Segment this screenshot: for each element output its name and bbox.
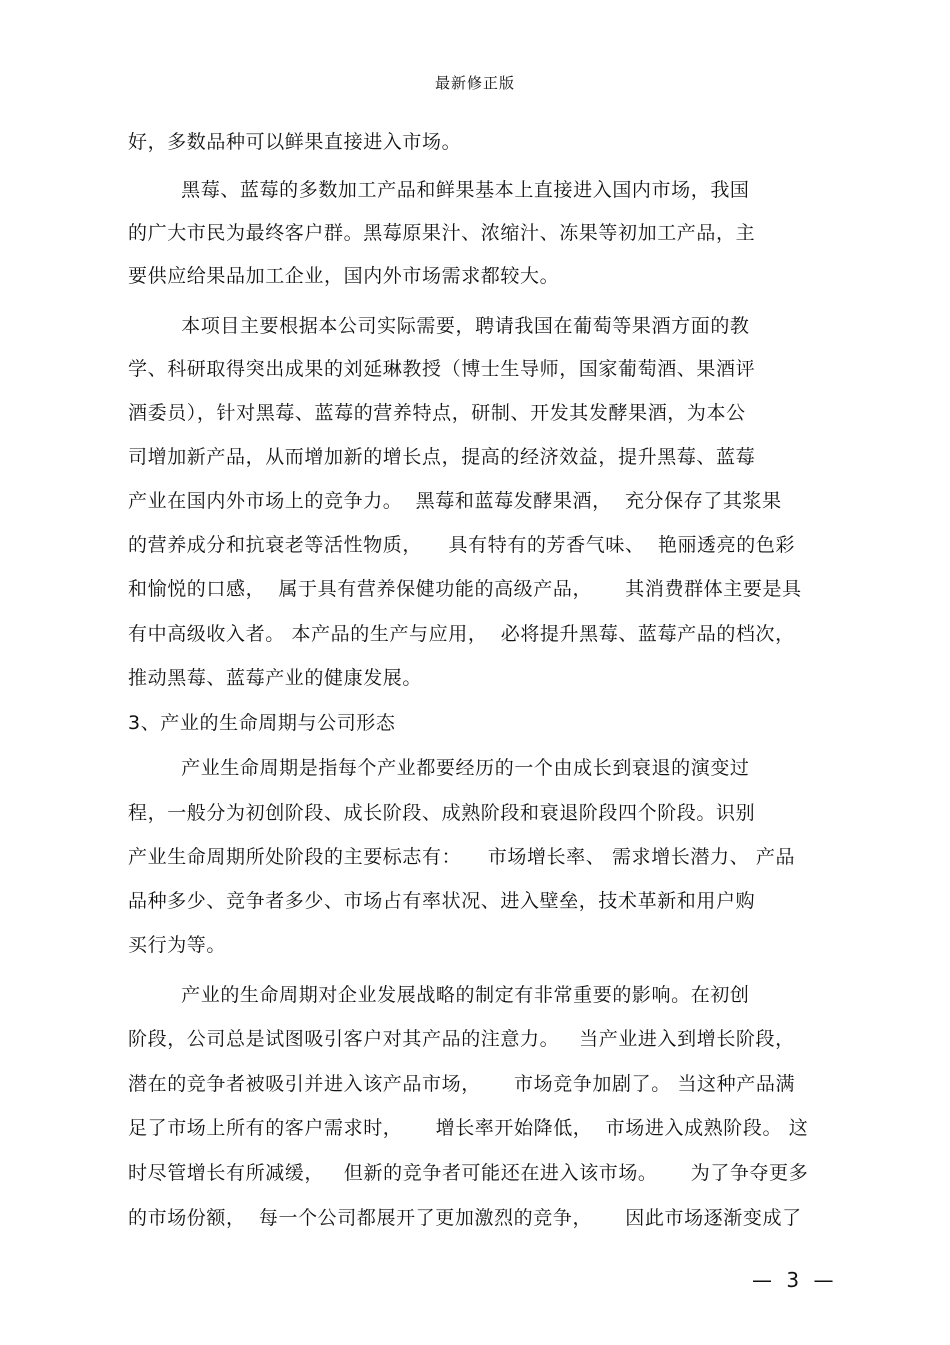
paragraph-line: 时尽管增长有所减缓， 但新的竞争者可能还在进入该市场。 为了争夺更多 xyxy=(128,1162,809,1184)
paragraph-line: 程，一般分为初创阶段、成长阶段、成熟阶段和衰退阶段四个阶段。识别 xyxy=(128,802,756,824)
paragraph-line: 产业在国内外市场上的竞争力。 黑莓和蓝莓发酵果酒， 充分保存了其浆果 xyxy=(128,490,782,512)
paragraph-line: 有中高级收入者。 本产品的生产与应用， 必将提升黑莓、蓝莓产品的档次， xyxy=(128,623,795,645)
paragraph-line: 酒委员），针对黑莓、蓝莓的营养特点，研制、开发其发酵果酒，为本公 xyxy=(128,402,746,424)
paragraph-line: 好，多数品种可以鲜果直接进入市场。 xyxy=(128,131,462,153)
section-heading: 3、产业的生命周期与公司形态 xyxy=(128,712,396,734)
paragraph-line: 潜在的竞争者被吸引并进入该产品市场， 市场竞争加剧了。 当这种产品满 xyxy=(128,1073,796,1095)
paragraph-line: 产业生命周期是指每个产业都要经历的一个由成长到衰退的演变过 xyxy=(128,757,750,779)
paragraph-line: 的市场份额， 每一个公司都展开了更加激烈的竞争， 因此市场逐渐变成了 xyxy=(128,1207,802,1229)
paragraph-line: 足了市场上所有的客户需求时， 增长率开始降低， 市场进入成熟阶段。 这 xyxy=(128,1117,809,1139)
paragraph-line: 阶段，公司总是试图吸引客户对其产品的注意力。 当产业进入到增长阶段， xyxy=(128,1028,795,1050)
paragraph-line: 的广大市民为最终客户群。黑莓原果汁、浓缩汁、冻果等初加工产品，主 xyxy=(128,222,756,244)
paragraph-line: 本项目主要根据本公司实际需要，聘请我国在葡萄等果酒方面的教 xyxy=(128,315,750,337)
page-number: — 3 — xyxy=(752,1268,838,1292)
paragraph-line: 产业生命周期所处阶段的主要标志有： 市场增长率、 需求增长潜力、 产品 xyxy=(128,846,796,868)
paragraph-line: 推动黑莓、蓝莓产业的健康发展。 xyxy=(128,667,423,689)
paragraph-line: 的营养成分和抗衰老等活性物质， 具有特有的芳香气味、 艳丽透亮的色彩 xyxy=(128,534,796,556)
paragraph-line: 学、科研取得突出成果的刘延琳教授（博士生导师，国家葡萄酒、果酒评 xyxy=(128,358,756,380)
paragraph-line: 要供应给果品加工企业，国内外市场需求都较大。 xyxy=(128,265,560,287)
paragraph-line: 司增加新产品，从而增加新的增长点，提高的经济效益，提升黑莓、蓝莓 xyxy=(128,446,756,468)
paragraph-line: 品种多少、竞争者多少、市场占有率状况、进入壁垒，技术革新和用户购 xyxy=(128,890,756,912)
paragraph-line: 和愉悦的口感， 属于具有营养保健功能的高级产品， 其消费群体主要是具 xyxy=(128,578,802,600)
paragraph-line: 黑莓、蓝莓的多数加工产品和鲜果基本上直接进入国内市场，我国 xyxy=(128,179,750,201)
paragraph-line: 买行为等。 xyxy=(128,934,227,956)
paragraph-line: 产业的生命周期对企业发展战略的制定有非常重要的影响。在初创 xyxy=(128,984,750,1006)
page-header: 最新修正版 xyxy=(434,74,515,92)
